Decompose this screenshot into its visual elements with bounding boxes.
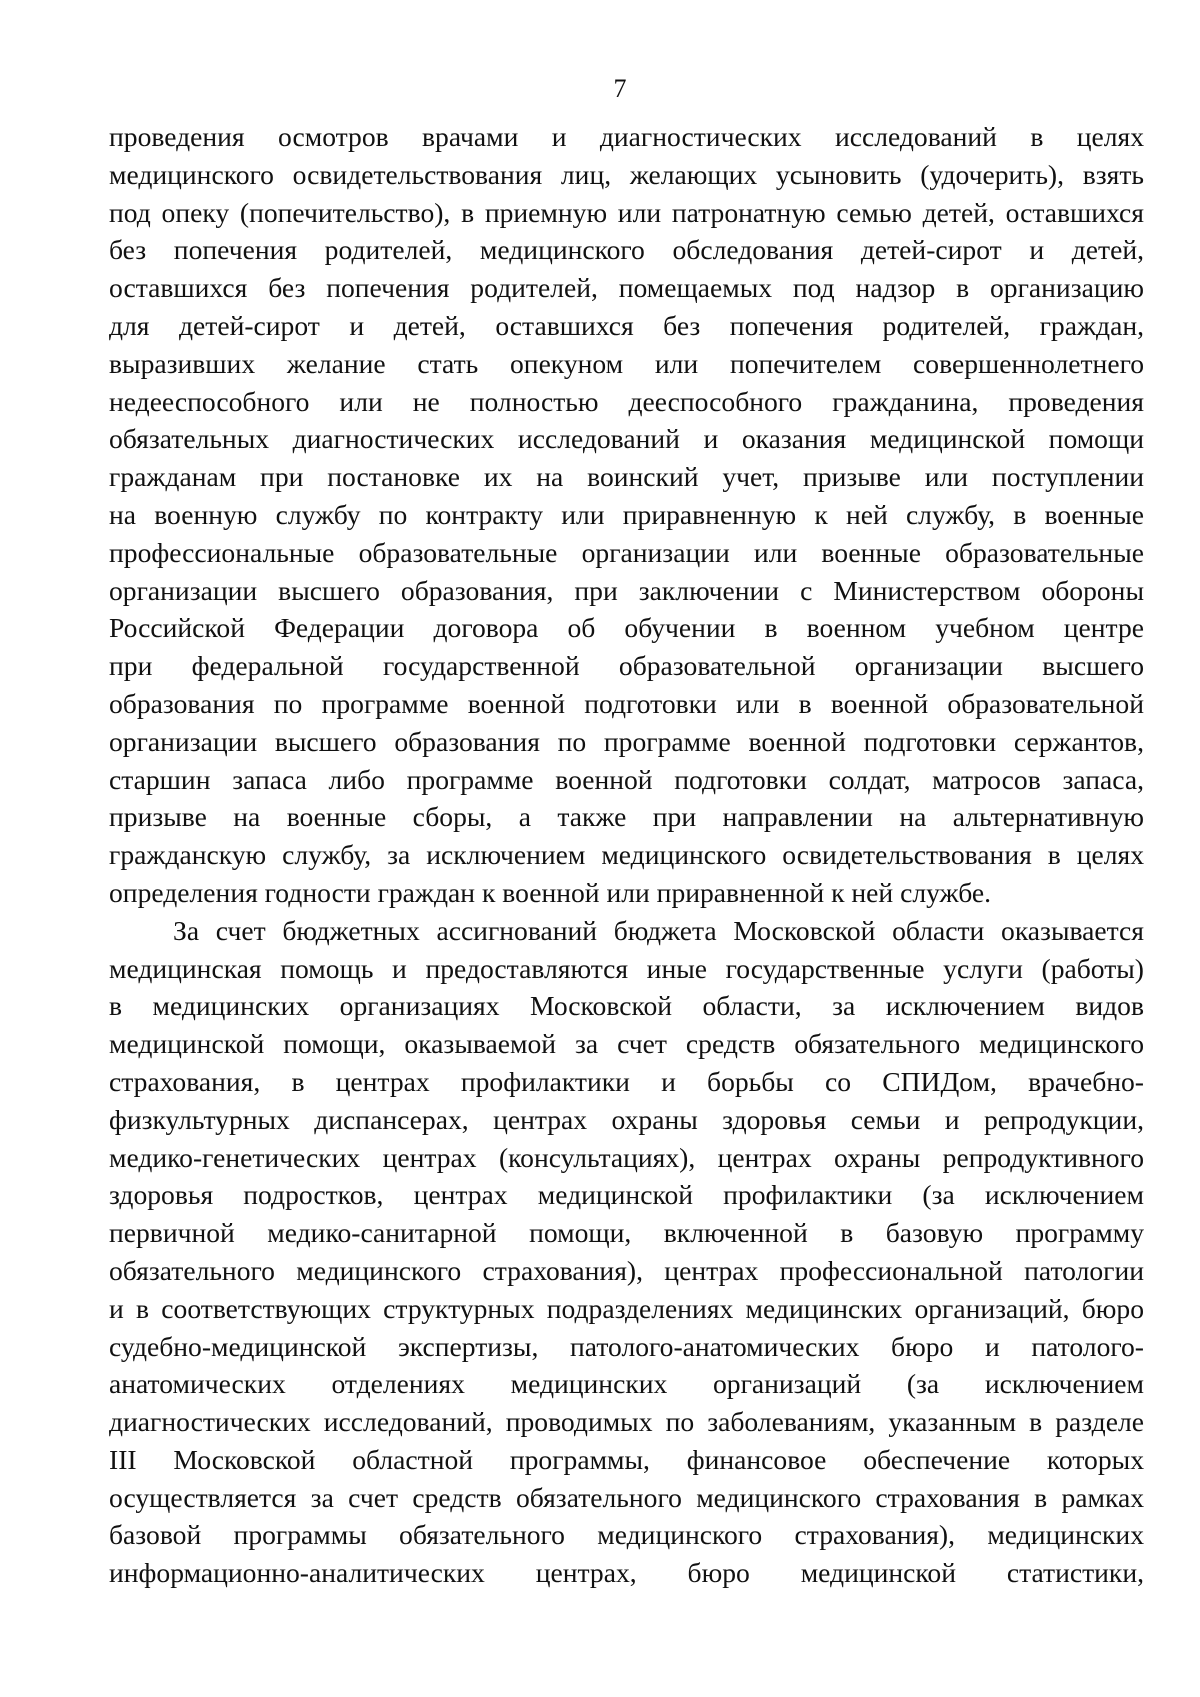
text-line: Российской Федерации договора об обучении в военном учебном центре <box>109 612 1144 644</box>
text-line: анатомических отделениях медицинских организаций (за исключением <box>109 1368 1144 1400</box>
text-line: для детей-сирот и детей, оставшихся без попечения родителей, граждан, <box>109 309 1144 341</box>
text-line: судебно-медицинской экспертизы, патолого-анатомических бюро и патолого- <box>109 1330 1144 1362</box>
text-line: старшин запаса либо программе военной подготовки солдат, матросов запаса, <box>109 763 1144 795</box>
text-line: медицинской помощи, оказываемой за счет средств обязательного медицинского <box>109 1028 1144 1060</box>
text-line: физкультурных диспансерах, центрах охраны здоровья семьи и репродукции, <box>109 1103 1144 1135</box>
text-line: первичной медико-санитарной помощи, включенной в базовую программу <box>109 1217 1144 1249</box>
paragraph-2 <box>109 912 1144 1592</box>
text-line: оставшихся без попечения родителей, помещаемых под надзор в организацию <box>109 272 1144 304</box>
text-line: организации высшего образования, при заключении с Министерством обороны <box>109 574 1144 606</box>
text-line: призыве на военные сборы, а также при направлении на альтернативную <box>109 801 1144 833</box>
text-line: под опеку (попечительство), в приемную или патронатную семью детей, оставшихся <box>109 196 1144 228</box>
text-line: и в соответствующих структурных подразделениях медицинских организаций, бюро <box>109 1292 1144 1324</box>
text-line: профессиональные образовательные организации или военные образовательные <box>109 536 1144 568</box>
text-line: организации высшего образования по программе военной подготовки сержантов, <box>109 725 1144 757</box>
text-line: III Московской областной программы, финансовое обеспечение которых <box>109 1443 1144 1475</box>
paragraph-1 <box>109 118 1144 912</box>
text-line: базовой программы обязательного медицинского страхования), медицинских <box>109 1519 1144 1551</box>
text-line: при федеральной государственной образовательной организации высшего <box>109 650 1144 682</box>
text-line: недееспособного или не полностью дееспособного гражданина, проведения <box>109 385 1144 417</box>
text-line: информационно-аналитических центрах, бюро медицинской статистики, <box>109 1557 1144 1589</box>
text-line: гражданам при постановке их на воинский учет, призыве или поступлении <box>109 461 1144 493</box>
page-number: 7 <box>613 74 627 103</box>
text-line: обязательного медицинского страхования), центрах профессиональной патологии <box>109 1254 1144 1286</box>
text-line: гражданскую службу, за исключением медицинского освидетельствования в целях <box>109 839 1144 871</box>
body-text <box>109 118 1144 1592</box>
text-line: выразивших желание стать опекуном или попечителем совершеннолетнего <box>109 347 1144 379</box>
text-line: страхования, в центрах профилактики и борьбы со СПИДом, врачебно- <box>109 1065 1144 1097</box>
text-line: образования по программе военной подготовки или в военной образовательной <box>109 687 1144 719</box>
text-line: на военную службу по контракту или приравненную к ней службу, в военные <box>109 498 1144 530</box>
text-line: проведения осмотров врачами и диагностических исследований в целях <box>109 121 1144 152</box>
text-line: диагностических исследований, проводимых по заболеваниям, указанным в разделе <box>109 1406 1144 1438</box>
text-line: медицинского освидетельствования лиц, желающих усыновить (удочерить), взять <box>109 158 1144 190</box>
text-line: осуществляется за счет средств обязательного медицинского страхования в рамках <box>109 1481 1144 1513</box>
text-line: медицинская помощь и предоставляются иные государственные услуги (работы) <box>109 952 1144 984</box>
text-line: обязательных диагностических исследований и оказания медицинской помощи <box>109 423 1144 455</box>
text-line: здоровья подростков, центрах медицинской профилактики (за исключением <box>109 1179 1144 1211</box>
text-line: без попечения родителей, медицинского обследования детей-сирот и детей, <box>109 234 1144 266</box>
text-line: медико-генетических центрах (консультациях), центрах охраны репродуктивного <box>109 1141 1144 1173</box>
text-line: определения годности граждан к военной или приравненной к ней службе. <box>109 876 992 908</box>
text-line: За счет бюджетных ассигнований бюджета Московской области оказывается <box>173 914 1144 946</box>
text-line: в медицинских организациях Московской области, за исключением видов <box>109 990 1144 1022</box>
